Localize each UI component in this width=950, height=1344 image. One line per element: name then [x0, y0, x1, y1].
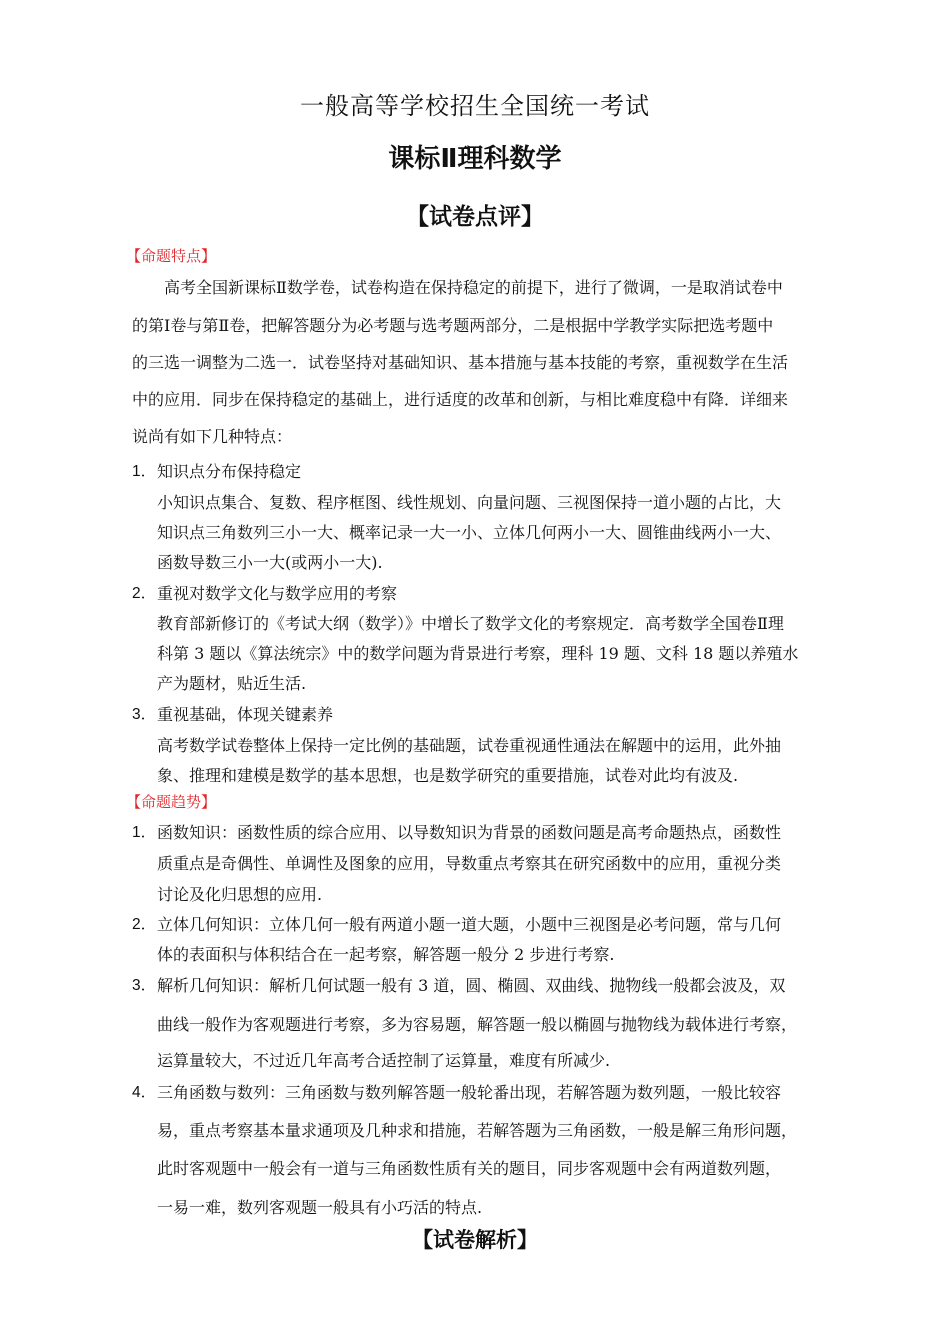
trend-item-line: 三角函数与数列：三角函数与数列解答题一般轮番出现，若解答题为数列题，一般比较容	[157, 1083, 782, 1102]
trend-item-line: 易，重点考察基本量求通项及几种求和措施，若解答题为三角函数，一般是解三角形问题，	[157, 1121, 798, 1140]
feature-item-number: 3．	[132, 706, 157, 723]
feature-item-line: 函数导数三小一大(或两小一大).	[157, 553, 383, 572]
feature-item-line: 教育部新修订的《考试大纲（数学）》中增长了数学文化的考察规定．高考数学全国卷Ⅱ理	[157, 614, 784, 633]
trend-item-line: 函数知识：函数性质的综合应用、以导数知识为背景的函数问题是高考命题热点，函数性	[157, 823, 782, 842]
trend-item-number: 2．	[132, 916, 157, 933]
feature-item-line: 小知识点集合、复数、程序框图、线性规划、向量问题、三视图保持一道小题的占比，大	[157, 493, 782, 512]
trend-item-line: 讨论及化归思想的应用.	[157, 885, 323, 904]
trend-item-line: 曲线一般作为客观题进行考察，多为容易题，解答题一般以椭圆与抛物线为载体进行考察，	[157, 1015, 798, 1034]
feature-item-number: 2．	[132, 585, 157, 602]
feature-item-number: 1．	[132, 463, 157, 480]
trend-item-line: 运算量较大，不过近几年高考合适控制了运算量，难度有所减少.	[157, 1051, 611, 1070]
trend-item-number: 4．	[132, 1084, 157, 1101]
feature-item-line: 象、推理和建模是数学的基本思想，也是数学研究的重要措施，试卷对此均有波及.	[157, 766, 739, 785]
features-intro-line: 高考全国新课标Ⅱ数学卷，试卷构造在保持稳定的前提下，进行了微调，一是取消试卷中	[164, 278, 783, 297]
trend-item-number: 3．	[132, 977, 157, 994]
feature-item-line: 产为题材，贴近生活.	[157, 674, 307, 693]
section-analysis-heading: 【试卷解析】	[412, 1228, 538, 1252]
trends-heading: 【命题趋势】	[126, 793, 217, 811]
features-intro-line: 的三选一调整为二选一．试卷坚持对基础知识、基本措施与基本技能的考察，重视数学在生活	[132, 353, 789, 372]
features-intro-line: 中的应用．同步在保持稳定的基础上，进行适度的改革和创新，与相比难度稳中有降．详细来	[132, 390, 789, 409]
features-intro-line: 的第Ⅰ卷与第Ⅱ卷，把解答题分为必考题与选考题两部分，二是根据中学教学实际把选考题中	[132, 316, 774, 335]
feature-item-title: 知识点分布保持稳定	[157, 462, 302, 481]
trend-item-line: 一易一难，数列客观题一般具有小巧活的特点.	[157, 1198, 483, 1217]
trend-item-line: 解析几何知识：解析几何试题一般有 3 道，圆、椭圆、双曲线、抛物线一般都会波及，双	[157, 976, 786, 995]
feature-item-title: 重视基础，体现关键素养	[157, 705, 334, 724]
trend-item-number: 1．	[132, 824, 157, 841]
trend-item-line: 质重点是奇偶性、单调性及图象的应用，导数重点考察其在研究函数中的应用，重视分类	[157, 854, 782, 873]
trend-item-line: 此时客观题中一般会有一道与三角函数性质有关的题目，同步客观题中会有两道数列题，	[157, 1159, 782, 1178]
trend-item-line: 立体几何知识：立体几何一般有两道小题一道大题，小题中三视图是必考问题，常与几何	[157, 915, 782, 934]
feature-item-title: 重视对数学文化与数学应用的考察	[157, 584, 398, 603]
main-title: 一般高等学校招生全国统一考试	[300, 92, 650, 120]
sub-title: 课标Ⅱ理科数学	[388, 144, 562, 174]
trend-item-line: 体的表面积与体积结合在一起考察，解答题一般分 2 步进行考察.	[157, 945, 615, 964]
section-review-heading: 【试卷点评】	[406, 204, 544, 230]
feature-item-line: 知识点三角数列三小一大、概率记录一大一小、立体几何两小一大、圆锥曲线两小一大、	[157, 523, 782, 542]
features-heading: 【命题特点】	[126, 247, 217, 265]
feature-item-line: 科第 3 题以《算法统宗》中的数学问题为背景进行考察，理科 19 题、文科 18 题以养殖水	[157, 644, 799, 663]
features-intro-line: 说尚有如下几种特点：	[132, 427, 293, 446]
feature-item-line: 高考数学试卷整体上保持一定比例的基础题，试卷重视通性通法在解题中的运用，此外抽	[157, 736, 782, 755]
